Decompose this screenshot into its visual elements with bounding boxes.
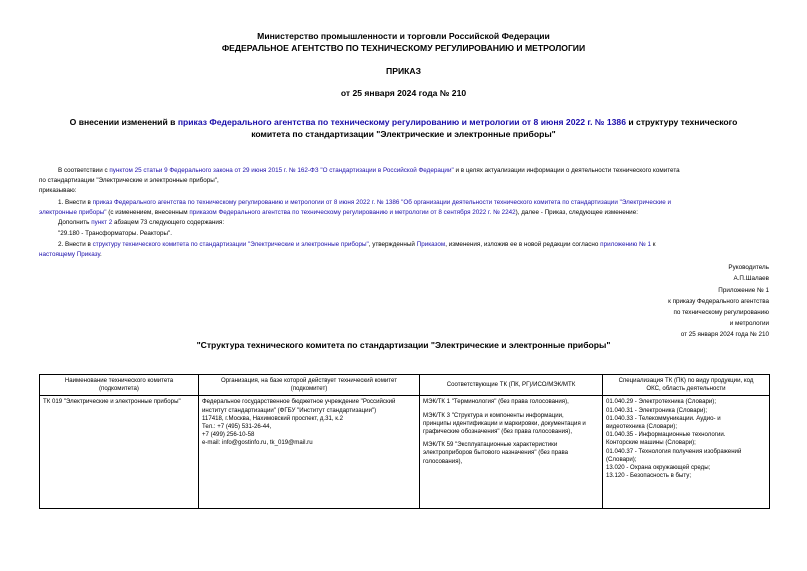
header-organization: Организация, на базе которой действует технический комитет (подкомитет) <box>199 375 420 396</box>
signatory-role: Руководитель <box>728 264 769 271</box>
order-1386-link[interactable]: приказ Федерального агентства по техническому регулированию и метрологии от 8 июня 2022 г. № 1386 "Об организации деятельности технического комитета по стандартизации "Электрические и <box>92 199 672 206</box>
law-162fz-link[interactable]: пунктом 25 статьи 9 Федерального закона от 29 июня 2015 г. № 162-ФЗ "О стандартизации в Российской Федерации" <box>109 167 454 174</box>
document-title-line2: комитета по стандартизации "Электрические и электронные приборы" <box>251 129 556 139</box>
appendix-1-link[interactable]: приложению № 1 <box>600 241 651 248</box>
document-date-number: от 25 января 2024 года № 210 <box>340 88 467 98</box>
appendix-reference: к приказу Федерального агентства <box>668 298 769 305</box>
order-2242-link[interactable]: приказом Федерального агентства по техническому регулированию и метрологии от 8 сентября 2022 г. № 2242 <box>189 209 516 216</box>
this-order-link[interactable]: настоящему Приказу <box>39 251 100 258</box>
order-link[interactable]: Приказом <box>416 241 446 248</box>
appendix-reference: по техническому регулированию <box>673 309 769 316</box>
header-specialization: Специализация ТК (ПК) по виду продукции, код ОКС, область деятельности <box>603 375 770 396</box>
body-paragraph: электронные приборы" (с изменением, внесенным приказом Федерального агентства по техническому регулированию и метрологии от 8 сентября 2022 г. № 2242), далее - Приказ, следующее изменение: <box>39 209 638 216</box>
document-title-line1: О внесении изменений в приказ Федерального агентства по техническому регулированию и метрологии от 8 июня 2022 г. № 1386 и структуру технического <box>69 117 738 127</box>
body-paragraph: Дополнить пункт 2 абзацем 73 следующего содержания: <box>58 219 225 226</box>
document-type: ПРИКАЗ <box>386 66 421 76</box>
item-2-link[interactable]: пункт 2 <box>91 219 113 226</box>
appendix-reference: от 25 января 2024 года № 210 <box>680 331 769 338</box>
body-paragraph: В соответствии с пунктом 25 статьи 9 Федерального закона от 29 июня 2015 г. № 162-ФЗ "О стандартизации в Российской Федерации" и в целях актуализации информации о деятельности технического комитета <box>58 167 680 174</box>
signatory-name: А.П.Шалаев <box>733 275 769 282</box>
committee-structure-table <box>39 374 770 509</box>
table-header-row <box>40 375 770 396</box>
appendix-label: Приложение № 1 <box>718 287 769 294</box>
agency-name: ФЕДЕРАЛЬНОЕ АГЕНТСТВО ПО ТЕХНИЧЕСКОМУ РЕГУЛИРОВАНИЮ И МЕТРОЛОГИИ <box>221 43 586 53</box>
related-committees-cell: МЭК/ТК 1 "Терминология" (без права голосования), МЭК/ТК 3 "Структура и компоненты информации, принципы идентификации и маркировки, документация и графические обозначения" (без права голосования), МЭК/ТК 59 "Эксплуатационные характеристики электроприборов бытового назначения" (без права голосования), <box>420 396 603 509</box>
organization-cell: Федеральное государственное бюджетное учреждение "Российский институт стандартизации" (ФГБУ "Институт стандартизации") 117418, г.Москва, Нахимовский проспект, д.31, к.2 Тел.: +7 (495) 531-26-44, +7 (499) 256-10-58 e-mail: info@gostinfo.ru, tk_019@mail.ru <box>199 396 420 509</box>
ministry-name: Министерство промышленности и торговли Российской Федерации <box>257 31 550 41</box>
body-paragraph: "29.180 - Трансформаторы. Реакторы". <box>58 230 173 237</box>
appendix-reference: и метрологии <box>729 320 769 327</box>
body-paragraph: 1. Внести в приказ Федерального агентства по техническому регулированию и метрологии от 8 июня 2022 г. № 1386 "Об организации деятельности технического комитета по стандартизации "Электрические и <box>58 199 672 206</box>
structure-title: "Структура технического комитета по стандартизации "Электрические и электронные приборы" <box>196 340 611 350</box>
table-row <box>40 396 770 509</box>
committee-name-cell: ТК 019 "Электрические и электронные приборы" <box>40 396 199 509</box>
body-paragraph: приказываю: <box>39 187 77 194</box>
tc-structure-link[interactable]: структуру технического комитета по стандартизации "Электрические и электронные приборы" <box>92 241 369 248</box>
order-1386-link[interactable]: приказ Федерального агентства по техническому регулированию и метрологии от 8 июня 2022 г. № 1386 <box>177 117 626 127</box>
specialization-cell: 01.040.29 - Электротехника (Словари); 01.040.31 - Электроника (Словари); 01.040.33 - Телекоммуникации. Аудио- и видеотехника (Словари); 01.040.35 - Информационные технологии. Конторские машины (Словари); 01.040.37 - Технология получения изображений (Словари); 13.020 - Охрана окружающей среды; 13.120 - Безопасность в быту; <box>603 396 770 509</box>
body-paragraph: по стандартизации "Электрические и электронные приборы", <box>39 177 219 184</box>
body-paragraph: настоящему Приказу. <box>39 251 102 258</box>
body-paragraph: 2. Внести в структуру технического комитета по стандартизации "Электрические и электронные приборы", утвержденный Приказом, изменения, изложив ее в новой редакции согласно приложению № 1 к <box>58 241 656 248</box>
order-1386-link[interactable]: электронные приборы" <box>39 209 107 216</box>
header-related-committees: Соответствующие ТК (ПК, РГ)/ИСО/МЭК/МТК <box>420 375 603 396</box>
header-committee-name: Наименование технического комитета (подкомитета) <box>40 375 199 396</box>
